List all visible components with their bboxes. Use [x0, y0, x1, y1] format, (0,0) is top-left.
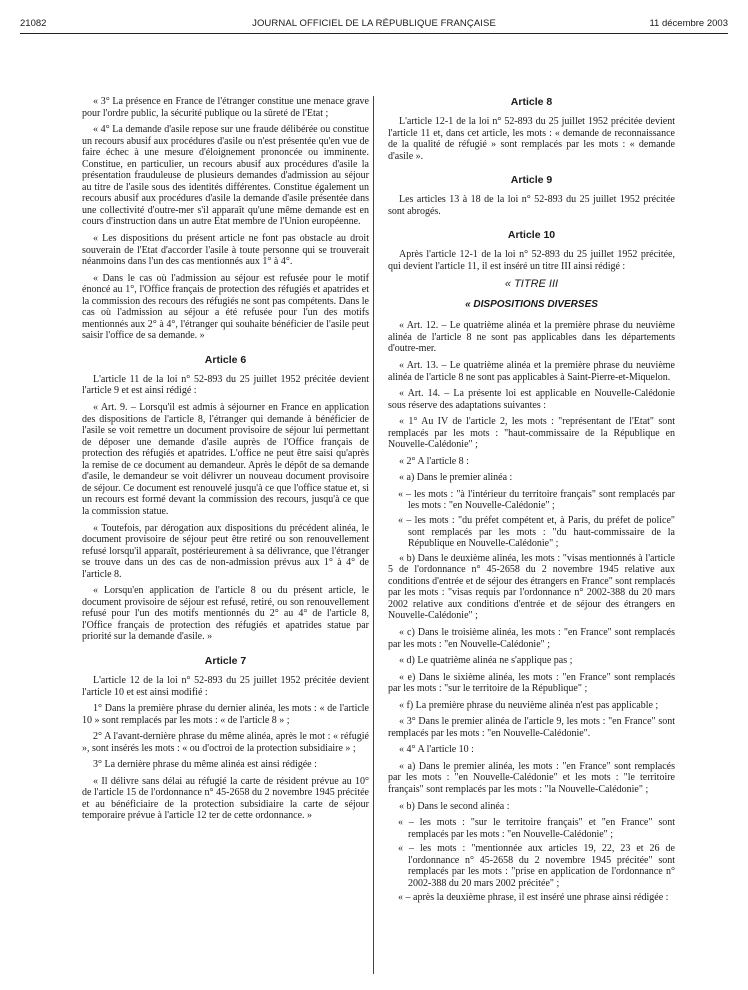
article-9-heading: Article 9	[510, 174, 553, 187]
paragraph: 1° Dans la première phrase du dernier alinéa, les mots : « de l'article 10 » sont remplacés par les mots : « de l'article 8 » ;	[82, 703, 369, 726]
paragraph: « Il délivre sans délai au réfugié la carte de résident prévue au 10° de l'article 15 de l'ordonnance n° 45-2658 du 2 novembre 1945 précitée et au bénéficiaire de la protection subsidiaire la carte de séjour temporaire prévue à l'article 12 ter de cette ordonnance. »	[82, 775, 369, 822]
header-rule	[20, 33, 728, 34]
list-item: « – après la deuxième phrase, il est inséré une phrase ainsi rédigée :	[398, 892, 669, 904]
paragraph: « 3° Dans le premier alinéa de l'article 9, les mots : "en France" sont remplacés par les mots : "en Nouvelle-Calédonie".	[388, 716, 675, 739]
paragraph: Après l'article 12-1 de la loi n° 52-893 du 25 juillet 1952 précitée, qui devient l'article 11, il est inséré un titre III ainsi rédigé :	[388, 249, 675, 272]
paragraph: 2° A l'avant-dernière phrase du même alinéa, après le mot : « réfugié », sont insérés les mots : « ou d'octroi de la protection subsidiaire » ;	[82, 731, 369, 754]
paragraph: « 1° Au IV de l'article 2, les mots : "représentant de l'Etat" sont remplacés par les mots : "haut-commissaire de la République en Nouvelle-Calédonie" ;	[388, 416, 675, 451]
paragraph: « Art. 12. – Le quatrième alinéa et la première phrase du neuvième alinéa de l'article 8 ne sont pas applicables dans les départements d'outre-mer.	[388, 320, 675, 355]
paragraph: L'article 12-1 de la loi n° 52-893 du 25 juillet 1952 précitée devient l'article 11 et, dans cet article, les mots : « demande de reconnaissance de la qualité de réfugié » sont remplacés par les mots : « demande d'asile ».	[388, 116, 675, 162]
paragraph: « b) Dans le deuxième alinéa, les mots : "visas mentionnés à l'article 5 de l'ordonnance n° 45-2658 du 2 novembre 1945 relative aux conditions d'entrée et de séjour des étrangers en France" sont remplacés par les mots : "visas requis par l'ordonnance n° 2002-388 du 20 mars 2002 relative aux conditions d'entrée et de séjour des étrangers en Nouvelle-Calédonie" ;	[388, 552, 675, 622]
paragraph: « e) Dans le sixième alinéa, les mots : "en France" sont remplacés par les mots : "sur le territoire de la République" ;	[388, 671, 675, 695]
publication-date: 11 décembre 2003	[649, 18, 728, 29]
paragraph: « 4° A l'article 10 :	[399, 744, 474, 756]
dispositions-heading: « DISPOSITIONS DIVERSES	[465, 299, 598, 311]
list-item: « – les mots : "mentionnée aux articles 19, 22, 23 et 26 de l'ordonnance n° 45-2658 du 2 novembre 1945 précitée" sont remplacés par les mots : "prise en application de l'ordonnance n° 2002-388 du 20 mars 2002 précitée" ;	[398, 843, 675, 889]
left-column	[82, 96, 369, 827]
article-6-heading: Article 6	[204, 353, 247, 366]
paragraph: « 3° La présence en France de l'étranger constitue une menace grave pour l'ordre public, la sécurité publique ou la sûreté de l'Etat ;	[82, 96, 369, 119]
paragraph: « Lorsqu'en application de l'article 8 ou du présent article, le document provisoire de séjour est refusé, retiré, ou son renouvellement refusé pour l'un des motifs mentionnés du 2° au 4° de l'article 8, l'Office français de protection des réfugiés et apatrides statue par priorité sur la demande d'asile. »	[82, 585, 369, 643]
list-item: « – les mots : "sur le territoire français" et "en France" sont remplacés par les mots : "en Nouvelle-Calédonie" ;	[398, 817, 675, 840]
page-number: 21082	[20, 18, 47, 29]
article-7-heading: Article 7	[204, 654, 247, 667]
paragraph: « Les dispositions du présent article ne font pas obstacle au droit souverain de l'Etat d'accorder l'asile à toute personne qui se trouverait néanmoins dans l'un des cas mentionnés aux 1° à 4°.	[82, 233, 369, 268]
article-8-heading: Article 8	[510, 96, 553, 108]
paragraph: « Toutefois, par dérogation aux dispositions du précédent alinéa, le document provisoire de séjour peut être retiré ou son renouvellement refusé lorsqu'il apparaît, postérieurement à sa délivrance, que l'étranger se trouve dans un des cas de non-admission prévus aux 1° à 4° de l'article 8.	[82, 522, 369, 580]
paragraph: « b) Dans le second alinéa :	[399, 800, 510, 812]
titre-heading: « TITRE III	[504, 278, 559, 291]
right-column	[388, 96, 675, 907]
paragraph: « c) Dans le troisième alinéa, les mots : "en France" sont remplacés par les mots : "en Nouvelle-Calédonie" ;	[388, 626, 675, 650]
list-item: « – les mots : "du préfet compétent et, à Paris, du préfet de police" sont remplacés par les mots : "du haut-commissaire de la République en Nouvelle-Calédonie" ;	[398, 515, 675, 550]
paragraph: « Art. 14. – La présente loi est applicable en Nouvelle-Calédonie sous réserve des adaptations suivantes :	[388, 388, 675, 411]
paragraph: « Art. 13. – Le quatrième alinéa et la première phrase du neuvième alinéa de l'article 8 ne sont pas applicables à Saint-Pierre-et-Miquelon.	[388, 360, 675, 383]
paragraph: Les articles 13 à 18 de la loi n° 52-893 du 25 juillet 1952 précitée sont abrogés.	[388, 194, 675, 217]
list-item: « – les mots : "à l'intérieur du territoire français" sont remplacés par les mots : "en Nouvelle-Calédonie" ;	[398, 488, 675, 512]
column-divider	[373, 96, 374, 974]
paragraph: « 4° La demande d'asile repose sur une fraude délibérée ou constitue un recours abusif aux procédures d'asile ou n'est présentée qu'en vue de faire échec à une mesure d'éloignement prononcée ou imminente. Constitue, en particulier, un recours abusif aux procédures d'asile la présentation frauduleuse de plusieurs demandes d'admission au séjour au titre de l'asile sous des identités différentes. Constitue également un recours abusif aux procédures d'asile la demande d'asile présentée dans une collectivité d'outre-mer s'il apparaît qu'une même demande est en cours d'instruction dans un autre Etat membre de l'Union européenne.	[82, 124, 369, 228]
article-10-heading: Article 10	[507, 229, 556, 242]
page-header	[20, 18, 728, 32]
paragraph: L'article 12 de la loi n° 52-893 du 25 juillet 1952 précitée devient l'article 10 et est ainsi modifié :	[82, 674, 369, 698]
paragraph: « 2° A l'article 8 :	[399, 455, 469, 467]
paragraph: « Art. 9. – Lorsqu'il est admis à séjourner en France en application des dispositions de l'article 8, l'étranger qui demande à bénéficier de l'asile se voit remettre un document provisoire de séjour lui permettant de déposer une demande d'asile auprès de l'Office français de protection des réfugiés et apatrides. L'office ne peut être saisi qu'après la remise de ce document au demandeur. Après le dépôt de sa demande d'asile, le demandeur se voit délivrer un nouveau document provisoire de séjour. Ce document est renouvelé jusqu'à ce que l'office statue et, si un recours est formé devant la commission des recours, jusqu'à ce que la commission statue.	[82, 402, 369, 517]
paragraph: « d) Le quatrième alinéa ne s'applique pas ;	[399, 655, 573, 667]
paragraph: L'article 11 de la loi n° 52-893 du 25 juillet 1952 précitée devient l'article 9 et est ainsi rédigé :	[82, 373, 369, 397]
paragraph: 3° La dernière phrase du même alinéa est ainsi rédigée :	[93, 759, 317, 771]
paragraph: « f) La première phrase du neuvième alinéa n'est pas applicable ;	[399, 699, 659, 711]
paragraph: « Dans le cas où l'admission au séjour est refusée pour le motif énoncé au 1°, l'Office français de protection des réfugiés et apatrides et la commission des recours des réfugiés ne sont pas compétents. Dans le cas où l'admission au séjour a été refusée pour l'un des motifs mentionnés aux 2° à 4°, l'étranger qui souhaite bénéficier de l'asile peut saisir l'office de sa demande. »	[82, 272, 369, 342]
paragraph: « a) Dans le premier alinéa, les mots : "en France" sont remplacés par les mots : "en Nouvelle-Calédonie" et les mots : "le territoire français" sont remplacés par les mots : "la Nouvelle-Calédonie" ;	[388, 760, 675, 795]
paragraph: « a) Dans le premier alinéa :	[399, 472, 513, 484]
journal-title: JOURNAL OFFICIEL DE LA RÉPUBLIQUE FRANÇAISE	[252, 18, 496, 29]
